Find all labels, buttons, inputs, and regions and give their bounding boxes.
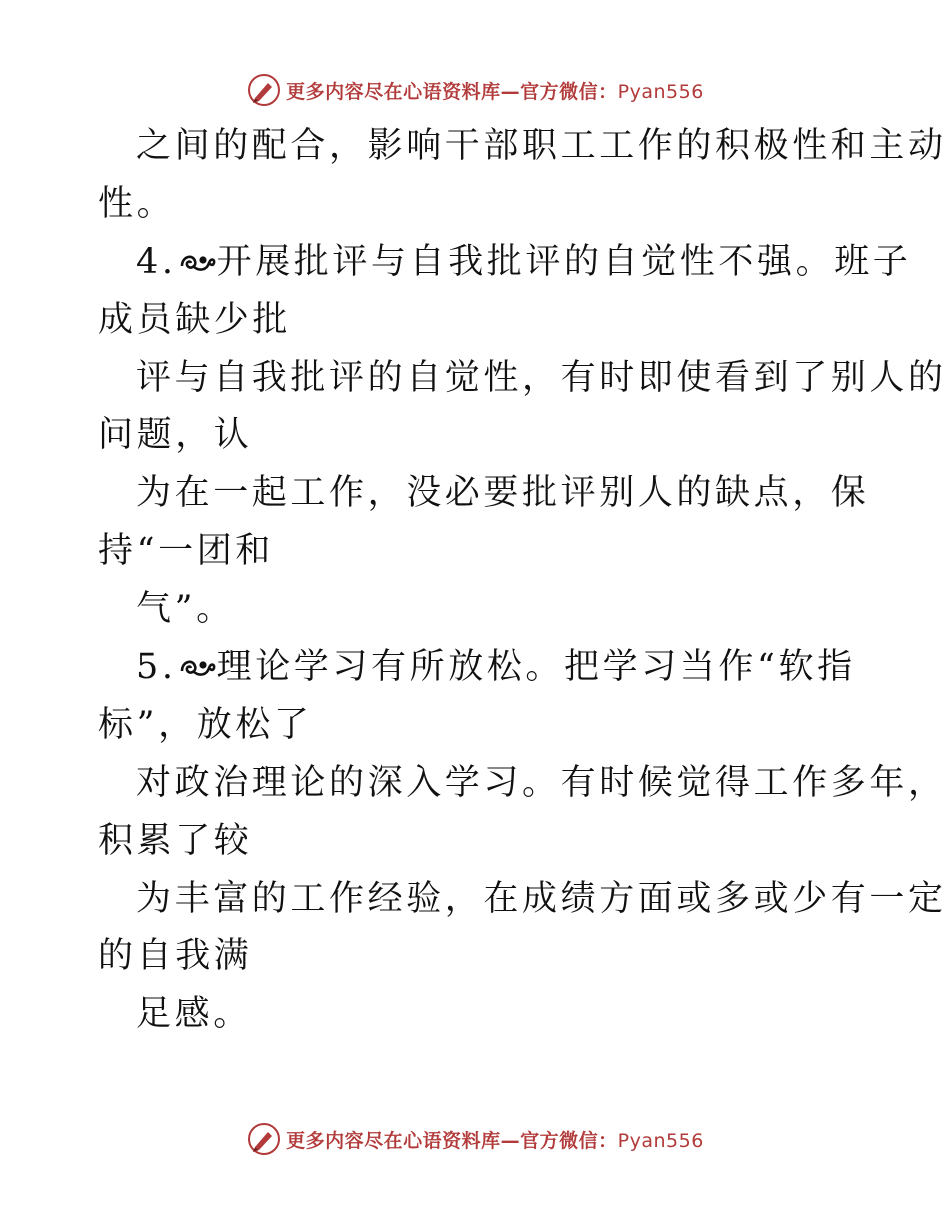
item-number: 4. bbox=[136, 241, 177, 282]
item-text: 理论学习有所放松。把学习当作“软指 bbox=[216, 647, 856, 688]
text-line: 成员缺少批 bbox=[98, 299, 292, 340]
pen-logo-icon bbox=[246, 1121, 282, 1157]
text-line: 为丰富的工作经验，在成绩方面或多或少有一定 bbox=[136, 878, 947, 919]
text-line: 问题，认 bbox=[98, 415, 253, 456]
footer-watermark bbox=[0, 1119, 950, 1159]
item-text: 开展批评与自我批评的自觉性不强。班子 bbox=[216, 241, 912, 282]
text-line: 对政治理论的深入学习。有时候觉得工作多年， bbox=[136, 762, 947, 803]
text-line: 为在一起工作，没必要批评别人的缺点，保 bbox=[136, 473, 870, 514]
fleuron-icon bbox=[179, 656, 217, 680]
text-line: 的自我满 bbox=[98, 936, 253, 977]
text-line: 之间的配合，影响干部职工工作的积极性和主动 bbox=[136, 126, 947, 166]
watermark-text: 更多内容尽在心语资料库—官方微信：Pyan556 bbox=[286, 1129, 704, 1152]
header-watermark bbox=[0, 70, 950, 110]
text-line: 足感。 bbox=[136, 994, 252, 1035]
text-line: 标”，放松了 bbox=[98, 704, 313, 745]
text-line: 评与自我批评的自觉性，有时即使看到了别人的 bbox=[136, 357, 947, 398]
text-line: 性。 bbox=[98, 183, 176, 224]
item-number: 5. bbox=[136, 647, 177, 688]
text-line: 持“一团和 bbox=[98, 531, 274, 572]
list-item-5 bbox=[98, 639, 858, 697]
fleuron-icon bbox=[179, 251, 217, 275]
pen-logo-icon bbox=[246, 72, 282, 108]
watermark-text: 更多内容尽在心语资料库—官方微信：Pyan556 bbox=[286, 80, 704, 103]
list-item-4 bbox=[98, 234, 912, 292]
text-line: 积累了较 bbox=[98, 820, 253, 861]
text-line: 气”。 bbox=[136, 589, 235, 630]
document-body bbox=[98, 118, 947, 1044]
